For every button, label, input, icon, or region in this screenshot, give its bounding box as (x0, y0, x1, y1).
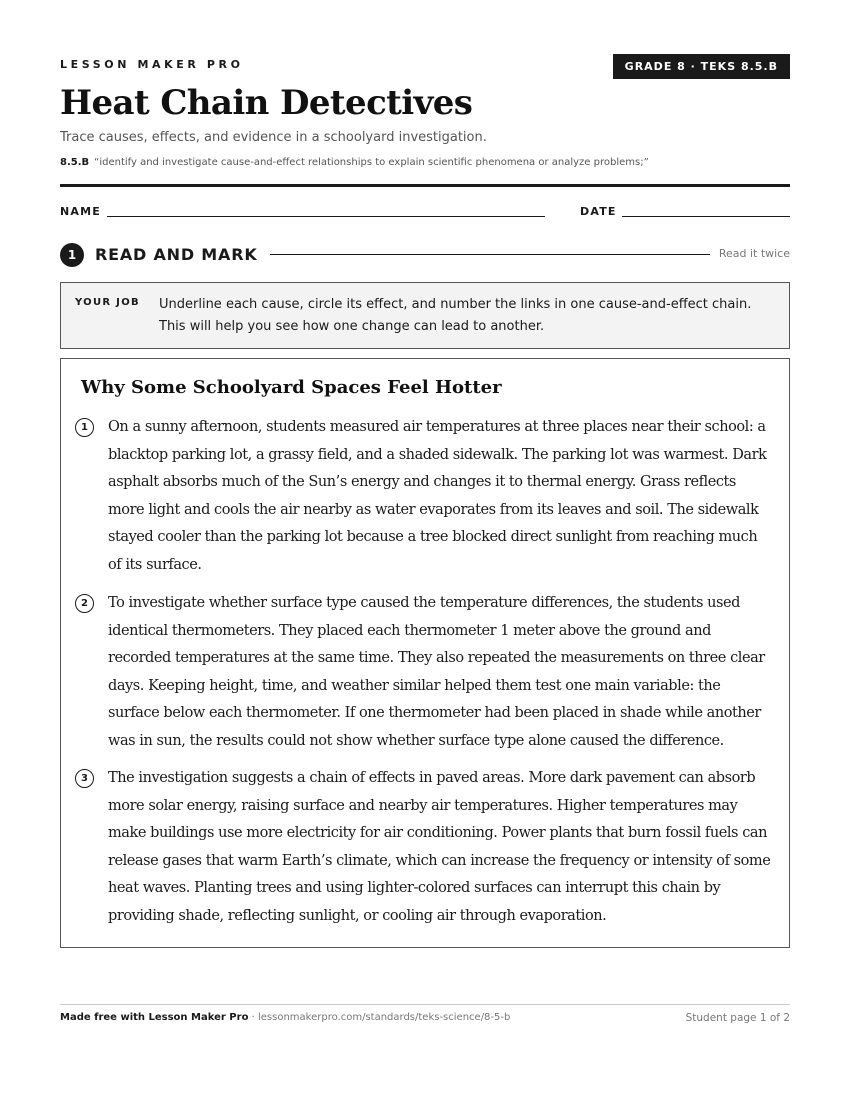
header-divider (60, 184, 790, 187)
date-label: DATE (580, 205, 617, 218)
paragraph-text: To investigate whether surface type caused the temperature differences, the students used identical thermometers. They placed each thermometer 1 meter above the ground and recorded temperatures at the same time. They also repeated the measurements on three clear days. Keeping height, time, and weather similar helped them test one main variable: the surface below each thermometer. If one thermometer had been placed in shade while another was in sun, the results could not show whether surface type alone caused the difference. (108, 595, 765, 749)
reading-passage (60, 358, 790, 948)
your-job-box (60, 282, 790, 349)
your-job-label: YOUR JOB (75, 297, 140, 308)
footer-divider (60, 1004, 790, 1005)
standard-line (60, 157, 649, 168)
paragraph-text: On a sunny afternoon, students measured air temperatures at three places near their school: a blacktop parking lot, a grassy field, and a shaded sidewalk. The parking lot was warmest. Dark asphalt absorbs much of the Sun’s energy and changes it to thermal energy. Grass reflects more light and cools the air nearby as water evaporates from its leaves and soil. The sidewalk stayed cooler than the parking lot because a tree blocked direct sunlight from reaching much of its surface. (108, 419, 767, 573)
paragraph-number-badge: 1 (75, 418, 94, 437)
grade-badge: GRADE 8 · TEKS 8.5.B (613, 54, 790, 79)
brand-name: LESSON MAKER PRO (60, 58, 244, 71)
standard-text: “identify and investigate cause-and-effect relationships to explain scientific phenomena or analyze problems;” (94, 157, 649, 168)
footer-credit (60, 1012, 510, 1023)
standard-code: 8.5.B (60, 157, 90, 168)
your-job-instructions (159, 294, 769, 338)
name-label: NAME (60, 205, 101, 218)
section-note: Read it twice (718, 247, 790, 260)
section-number-badge: 1 (60, 243, 84, 267)
worksheet-page (60, 0, 790, 1100)
page-title: Heat Chain Detectives (60, 83, 473, 123)
footer-url[interactable]: · lessonmakerpro.com/standards/teks-science/8-5-b (251, 1012, 511, 1023)
section-header (60, 243, 790, 267)
your-job-line-2: This will help you see how one change can lead to another. (159, 319, 545, 334)
paragraph-number-badge: 2 (75, 594, 94, 613)
page-subtitle: Trace causes, effects, and evidence in a schoolyard investigation. (60, 130, 487, 145)
paragraph-text: The investigation suggests a chain of effects in paved areas. More dark pavement can absorb more solar energy, raising surface and nearby air temperatures. Higher temperatures may make buildings use more electricity for air conditioning. Power plants that burn fossil fuels can release gases that warm Earth’s climate, which can increase the frequency or intensity of some heat waves. Planting trees and using lighter-colored surfaces can interrupt this chain by providing shade, reflecting sunlight, or cooling air through evaporation. (108, 770, 771, 924)
date-field[interactable] (622, 216, 790, 217)
your-job-line-1: Underline each cause, circle its effect, and number the links in one cause-and-effect chain. (159, 297, 752, 312)
section-divider (270, 254, 710, 255)
passage-title: Why Some Schoolyard Spaces Feel Hotter (81, 377, 502, 398)
footer-page-number: Student page 1 of 2 (685, 1012, 790, 1024)
footer-brand: Made free with Lesson Maker Pro (60, 1012, 249, 1023)
section-title: READ AND MARK (95, 245, 258, 264)
paragraph-number-badge: 3 (75, 769, 94, 788)
name-field[interactable] (107, 216, 545, 217)
